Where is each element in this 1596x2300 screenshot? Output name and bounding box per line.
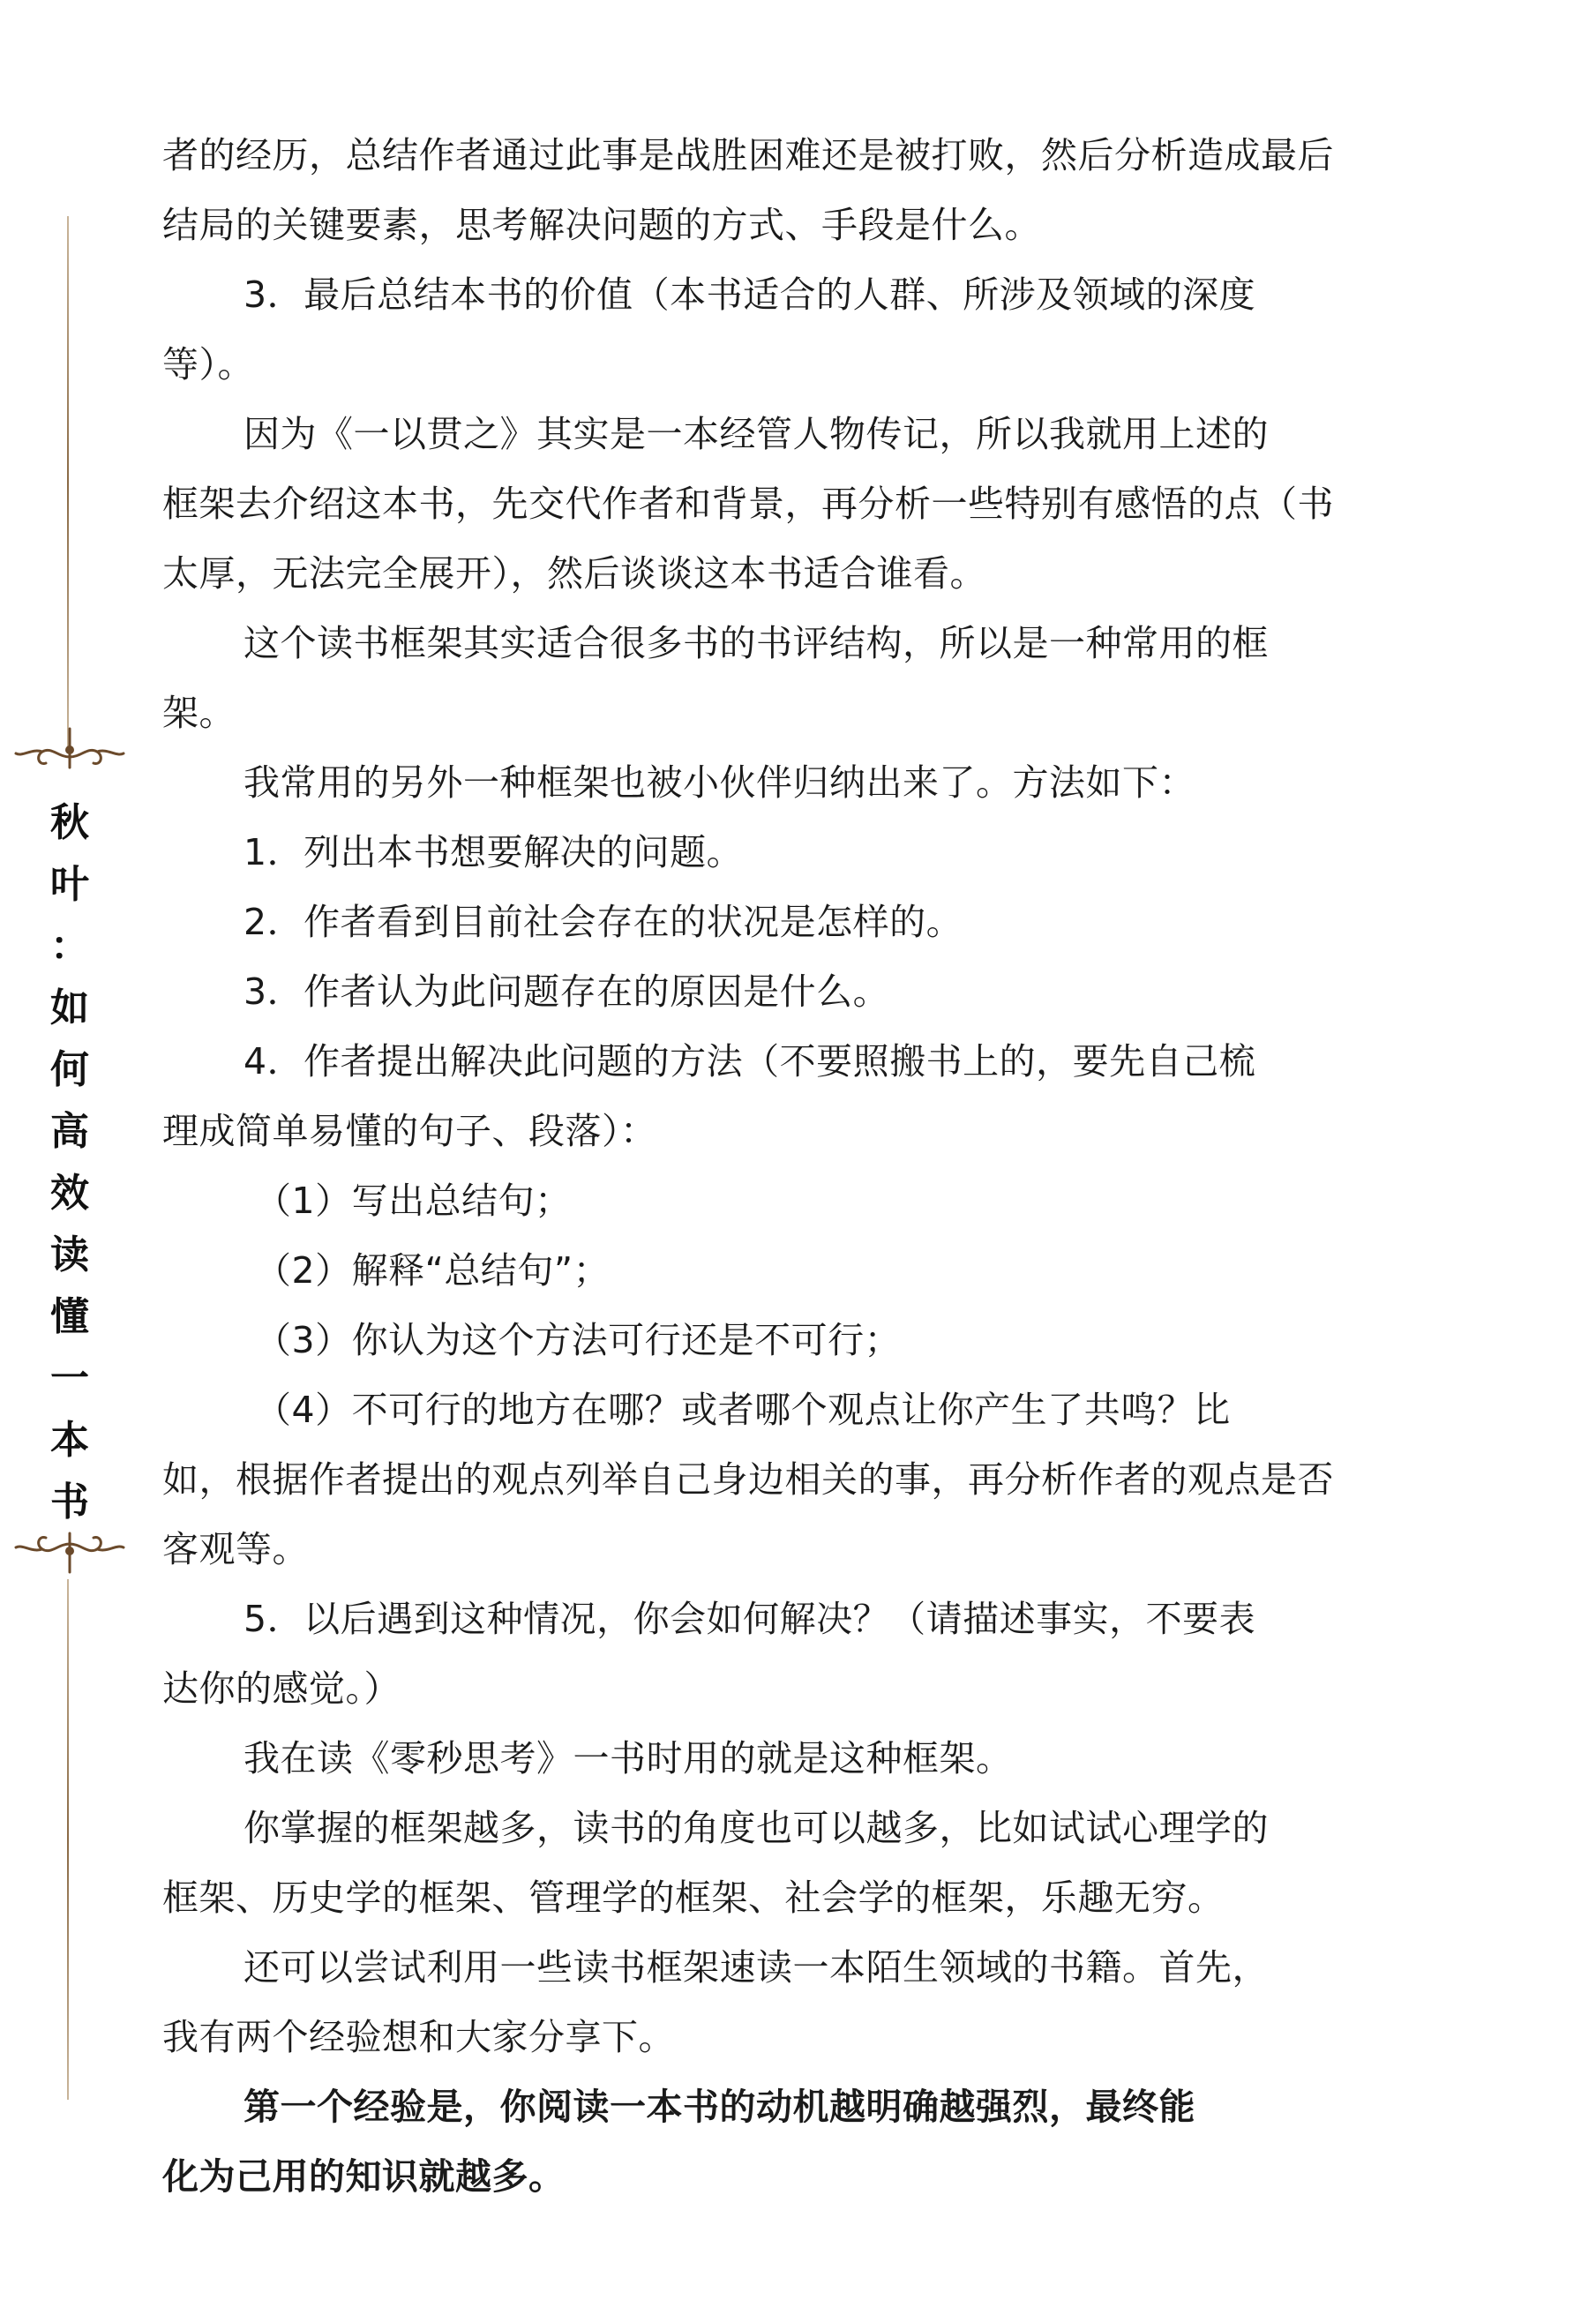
side-title-char: 高 [50, 1109, 89, 1154]
flourish-ornament-icon [12, 1526, 127, 1579]
text-line: 框架去介绍这本书，先交代作者和背景，再分析一些特别有感悟的点（书 [162, 483, 1334, 525]
side-title-char: 秋 [50, 800, 89, 845]
text-line: 架。 [162, 692, 236, 734]
text-line: 客观等。 [162, 1528, 309, 1570]
text-line: 理成简单易懂的句子、段落）： [162, 1110, 657, 1152]
emphasis-line: 化为己用的知识就越多。 [162, 2155, 566, 2198]
text-line: 这个读书框架其实适合很多书的书评结构，所以是一种常用的框 [244, 622, 1269, 664]
list-item: 5．以后遇到这种情况，你会如何解决？（请描述事实，不要表 [244, 1598, 1256, 1640]
list-item: 3．作者认为此问题存在的原因是什么。 [244, 970, 890, 1013]
side-title-char: 效 [50, 1171, 89, 1216]
sub-list-item: （4）不可行的地方在哪？或者哪个观点让你产生了共鸣？比 [255, 1389, 1231, 1431]
side-title-char: 何 [50, 1047, 89, 1092]
side-rule-top [67, 216, 69, 750]
side-title-char: 读 [50, 1232, 89, 1277]
text-line: 我在读《零秒思考》一书时用的就是这种框架。 [244, 1737, 1013, 1779]
sub-list-item: （2）解释“总结句”； [255, 1249, 611, 1292]
list-item: 4．作者提出解决此问题的方法（不要照搬书上的，要先自己梳 [244, 1040, 1256, 1083]
list-item: 1．列出本书想要解决的问题。 [244, 831, 744, 873]
side-title-char: 一 [50, 1356, 89, 1401]
text-line: 结局的关键要素，思考解决问题的方式、手段是什么。 [162, 204, 1041, 246]
text-line: 框架、历史学的框架、管理学的框架、社会学的框架，乐趣无穷。 [162, 1877, 1225, 1919]
emphasis-line: 第一个经验是，你阅读一本书的动机越明确越强烈，最终能 [244, 2086, 1195, 2128]
sub-list-item: （1）写出总结句； [255, 1180, 572, 1222]
text-line: 还可以尝试利用一些读书框架速读一本陌生领域的书籍。首先， [244, 1946, 1269, 1989]
side-title-char: 懂 [50, 1294, 89, 1339]
side-title-char: 叶 [50, 862, 89, 907]
side-rule-bottom [67, 1579, 69, 2100]
text-line: 因为《一以贯之》其实是一本经管人物传记，所以我就用上述的 [244, 413, 1269, 455]
side-title [42, 792, 97, 1533]
text-line: 太厚，无法完全展开），然后谈谈这本书适合谁看。 [162, 552, 986, 595]
text-line: 达你的感觉。） [162, 1667, 401, 1710]
side-title-char: 本 [50, 1418, 89, 1463]
sub-list-item: （3）你认为这个方法可行还是不可行； [255, 1319, 902, 1361]
text-line: 我常用的另外一种框架也被小伙伴归纳出来了。方法如下： [244, 761, 1195, 804]
text-line: 我有两个经验想和大家分享下。 [162, 2016, 675, 2058]
side-title-char: 如 [50, 985, 89, 1030]
text-line: 如，根据作者提出的观点列举自己身边相关的事，再分析作者的观点是否 [162, 1458, 1334, 1501]
side-title-char: ： [50, 924, 89, 969]
article-body [162, 121, 1450, 2212]
text-line: 你掌握的框架越多，读书的角度也可以越多，比如试试心理学的 [244, 1807, 1269, 1849]
flourish-ornament-icon [12, 722, 127, 775]
side-title-char: 书 [50, 1480, 89, 1525]
list-item: 2．作者看到目前社会存在的状况是怎样的。 [244, 901, 963, 943]
text-line: 等）。 [162, 343, 254, 386]
text-line: 3．最后总结本书的价值（本书适合的人群、所涉及领域的深度 [244, 273, 1256, 316]
text-line: 者的经历，总结作者通过此事是战胜困难还是被打败，然后分析造成最后 [162, 134, 1334, 176]
